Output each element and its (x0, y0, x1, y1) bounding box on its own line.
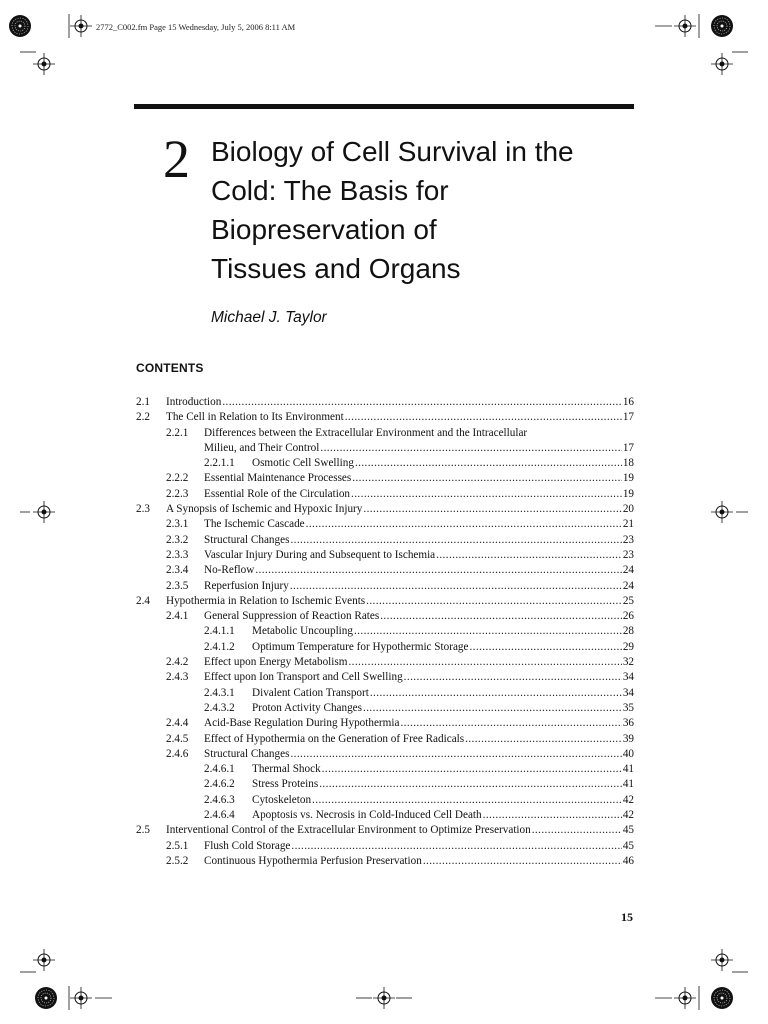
toc-entry-title: Optimum Temperature for Hypothermic Storage (252, 640, 469, 653)
toc-entry-number: 2.4.1 (166, 610, 189, 623)
toc-entry-number: 2.4.4 (166, 717, 189, 730)
contents-heading: CONTENTS (136, 361, 204, 375)
toc-entry-title: The Cell in Relation to Its Environment (166, 411, 344, 424)
toc-entry-title: Milieu, and Their Control (204, 441, 320, 454)
toc-entry-number: 2.5 (136, 824, 150, 837)
toc-entry-page: 32 (622, 656, 634, 669)
toc-leader-dots (469, 640, 621, 655)
toc-entry-page: 19 (622, 472, 634, 485)
toc-entry-number: 2.4.6.2 (204, 778, 235, 791)
toc-leader-dots (363, 701, 622, 716)
toc-entry-page: 36 (622, 717, 634, 730)
toc-entry-page: 41 (622, 763, 634, 776)
toc-leader-dots (348, 655, 621, 670)
toc-entry-page: 23 (622, 533, 634, 546)
toc-entry-number: 2.4 (136, 594, 150, 607)
toc-entry-page: 40 (622, 747, 634, 760)
toc-entry-title: Stress Proteins (252, 778, 319, 791)
toc-entry (0, 517, 768, 532)
toc-entry-title: The Ischemic Cascade (204, 518, 305, 531)
toc-entry-number: 2.3.4 (166, 564, 189, 577)
toc-entry-page: 34 (622, 671, 634, 684)
toc-entry-page: 34 (622, 686, 634, 699)
toc-entry-title: A Synopsis of Ischemic and Hypoxic Injury (166, 503, 363, 516)
toc-entry (0, 579, 768, 594)
toc-leader-dots (366, 594, 622, 609)
toc-entry-title: Effect of Hypothermia on the Generation of Free Radicals (204, 732, 465, 745)
toc-leader-dots (312, 793, 622, 808)
toc-entry-title: Essential Maintenance Processes (204, 472, 352, 485)
toc-entry (0, 594, 768, 609)
toc-entry-number: 2.5.2 (166, 854, 189, 867)
toc-entry-page: 23 (622, 548, 634, 561)
toc-entry (0, 670, 768, 685)
toc-leader-dots (355, 456, 622, 471)
toc-entry-page: 39 (622, 732, 634, 745)
toc-entry-page: 19 (622, 487, 634, 500)
toc-entry-number: 2.4.1.2 (204, 640, 235, 653)
toc-entry (0, 701, 768, 716)
toc-entry-title: Hypothermia in Relation to Ischemic Events (166, 594, 366, 607)
toc-entry (0, 854, 768, 869)
toc-leader-dots (345, 410, 622, 425)
toc-entry (0, 686, 768, 701)
page-number: 15 (621, 910, 633, 924)
toc-entry-title: No-Reflow (204, 564, 255, 577)
toc-entry-page: 41 (622, 778, 634, 791)
toc-leader-dots (319, 777, 622, 792)
toc-entry-number: 2.4.1.1 (204, 625, 235, 638)
toc-entry-title: Introduction (166, 396, 222, 408)
toc-entry-number: 2.4.6 (166, 747, 189, 760)
toc-entry (0, 793, 768, 808)
toc-entry-title: Metabolic Uncoupling (252, 625, 353, 638)
toc-leader-dots (370, 686, 622, 701)
chapter-title-line: Biopreservation of (211, 214, 437, 245)
toc-entry (0, 732, 768, 747)
toc-leader-dots (291, 839, 621, 854)
toc-entry (0, 609, 768, 624)
toc-leader-dots (532, 823, 622, 838)
toc-entry-page: 25 (622, 594, 634, 607)
toc-entry-page: 17 (622, 441, 634, 454)
toc-entry-number: 2.2.2 (166, 472, 189, 485)
toc-entry-title: Apoptosis vs. Necrosis in Cold-Induced Cell Death (252, 809, 482, 822)
toc-leader-dots (222, 395, 622, 410)
toc-entry-title: Effect upon Ion Transport and Cell Swelling (204, 671, 403, 684)
toc-entry-page: 35 (622, 701, 634, 714)
toc-entry-number: 2.5.1 (166, 839, 189, 852)
toc-entry-number: 2.2 (136, 411, 150, 424)
toc-entry-title: Vascular Injury During and Subsequent to Ischemia (204, 548, 436, 561)
toc-leader-dots (351, 487, 622, 502)
toc-leader-dots (354, 624, 622, 639)
toc-leader-dots (363, 502, 621, 517)
toc-entry (0, 839, 768, 854)
toc-entry (0, 640, 768, 655)
toc-entry-number: 2.4.3.2 (204, 701, 235, 714)
toc-entry (0, 823, 768, 838)
toc-entry-title: Differences between the Extracellular Environment and the Intracellular (204, 426, 528, 439)
toc-entry (0, 548, 768, 563)
toc-entry-number: 2.4.2 (166, 656, 189, 669)
toc-entry-title: Interventional Control of the Extracellular Environment to Optimize Preservation (166, 824, 531, 837)
toc-entry-number: 2.4.3 (166, 671, 189, 684)
toc-entry-number: 2.3.3 (166, 548, 189, 561)
toc-entry-title: Reperfusion Injury (204, 579, 289, 592)
toc-entry-title: Divalent Cation Transport (252, 686, 369, 699)
toc-entry (0, 624, 768, 639)
toc-leader-dots (400, 716, 621, 731)
toc-entry-number: 2.2.3 (166, 487, 189, 500)
toc-entry (0, 426, 768, 441)
toc-entry (0, 410, 768, 425)
toc-entry (0, 502, 768, 517)
toc-entry-number: 2.2.1 (166, 426, 189, 439)
toc-entry-number: 2.3.1 (166, 518, 189, 531)
toc-entry-number: 2.4.3.1 (204, 686, 235, 699)
toc-entry-number: 2.3.2 (166, 533, 189, 546)
chapter-title-line: Tissues and Organs (211, 253, 461, 284)
toc-entry-number: 2.4.6.1 (204, 763, 235, 776)
toc-entry (0, 762, 768, 777)
toc-entry-page: 45 (622, 824, 634, 837)
toc-leader-dots (380, 609, 622, 624)
toc-entry-number: 2.4.6.4 (204, 809, 235, 822)
chapter-title (211, 132, 651, 288)
toc-entry-number: 2.2.1.1 (204, 457, 235, 470)
toc-entry-page: 17 (622, 411, 634, 424)
toc-leader-dots (404, 670, 622, 685)
toc-entry-page: 24 (622, 579, 634, 592)
toc-entry-number: 2.3 (136, 503, 150, 516)
toc-entry (0, 456, 768, 471)
table-of-contents (0, 395, 768, 869)
chapter-title-line: Biology of Cell Survival in the (211, 136, 574, 167)
toc-entry-page: 24 (622, 564, 634, 577)
chapter-author: Michael J. Taylor (211, 309, 327, 326)
toc-leader-dots (436, 548, 622, 563)
toc-entry-page: 29 (622, 640, 634, 653)
toc-leader-dots (290, 579, 622, 594)
toc-entry (0, 808, 768, 823)
toc-entry-title: Structural Changes (204, 747, 290, 760)
toc-entry-title: Flush Cold Storage (204, 839, 291, 852)
toc-leader-dots (352, 471, 622, 486)
toc-entry-page: 42 (622, 793, 634, 806)
toc-leader-dots (320, 441, 621, 456)
toc-entry (0, 777, 768, 792)
toc-entry-page: 18 (622, 457, 634, 470)
toc-entry-title: Cytoskeleton (252, 793, 312, 806)
toc-entry-number: 2.1 (136, 396, 150, 408)
toc-leader-dots (423, 854, 622, 869)
chapter-number: 2 (163, 129, 190, 189)
toc-entry (0, 716, 768, 731)
toc-entry (0, 487, 768, 502)
toc-leader-dots (465, 732, 622, 747)
toc-entry (0, 471, 768, 486)
toc-entry-title: Thermal Shock (252, 763, 321, 776)
toc-entry-page: 42 (622, 809, 634, 822)
toc-entry (0, 747, 768, 762)
toc-entry-title: Structural Changes (204, 533, 290, 546)
toc-leader-dots (290, 533, 621, 548)
toc-entry-page: 16 (622, 396, 634, 408)
toc-entry-title: Proton Activity Changes (252, 701, 363, 714)
toc-entry (0, 563, 768, 578)
toc-entry-page: 20 (622, 503, 634, 516)
toc-entry-number: 2.4.5 (166, 732, 189, 745)
toc-entry-page: 21 (622, 518, 634, 531)
toc-leader-dots (290, 747, 621, 762)
toc-leader-dots (255, 563, 621, 578)
toc-entry-title: Continuous Hypothermia Perfusion Preservation (204, 854, 422, 867)
toc-entry (0, 441, 768, 456)
chapter-title-line: Cold: The Basis for (211, 175, 449, 206)
toc-leader-dots (483, 808, 622, 823)
toc-entry (0, 533, 768, 548)
toc-entry-number: 2.3.5 (166, 579, 189, 592)
toc-entry (0, 655, 768, 670)
toc-entry (0, 395, 768, 410)
toc-leader-dots (322, 762, 622, 777)
toc-entry-page: 46 (622, 854, 634, 867)
toc-entry-page: 45 (622, 839, 634, 852)
toc-entry-page: 26 (622, 610, 634, 623)
toc-leader-dots (306, 517, 622, 532)
toc-entry-title: General Suppression of Reaction Rates (204, 610, 380, 623)
chapter-rule (134, 104, 634, 109)
file-slug: 2772_C002.fm Page 15 Wednesday, July 5, 2006 8:11 AM (96, 22, 296, 32)
toc-entry-title: Osmotic Cell Swelling (252, 457, 354, 470)
toc-entry-title: Acid-Base Regulation During Hypothermia (204, 717, 400, 730)
toc-entry-number: 2.4.6.3 (204, 793, 235, 806)
toc-entry-title: Effect upon Energy Metabolism (204, 656, 348, 669)
toc-entry-title: Essential Role of the Circulation (204, 487, 351, 500)
toc-entry-page: 28 (622, 625, 634, 638)
